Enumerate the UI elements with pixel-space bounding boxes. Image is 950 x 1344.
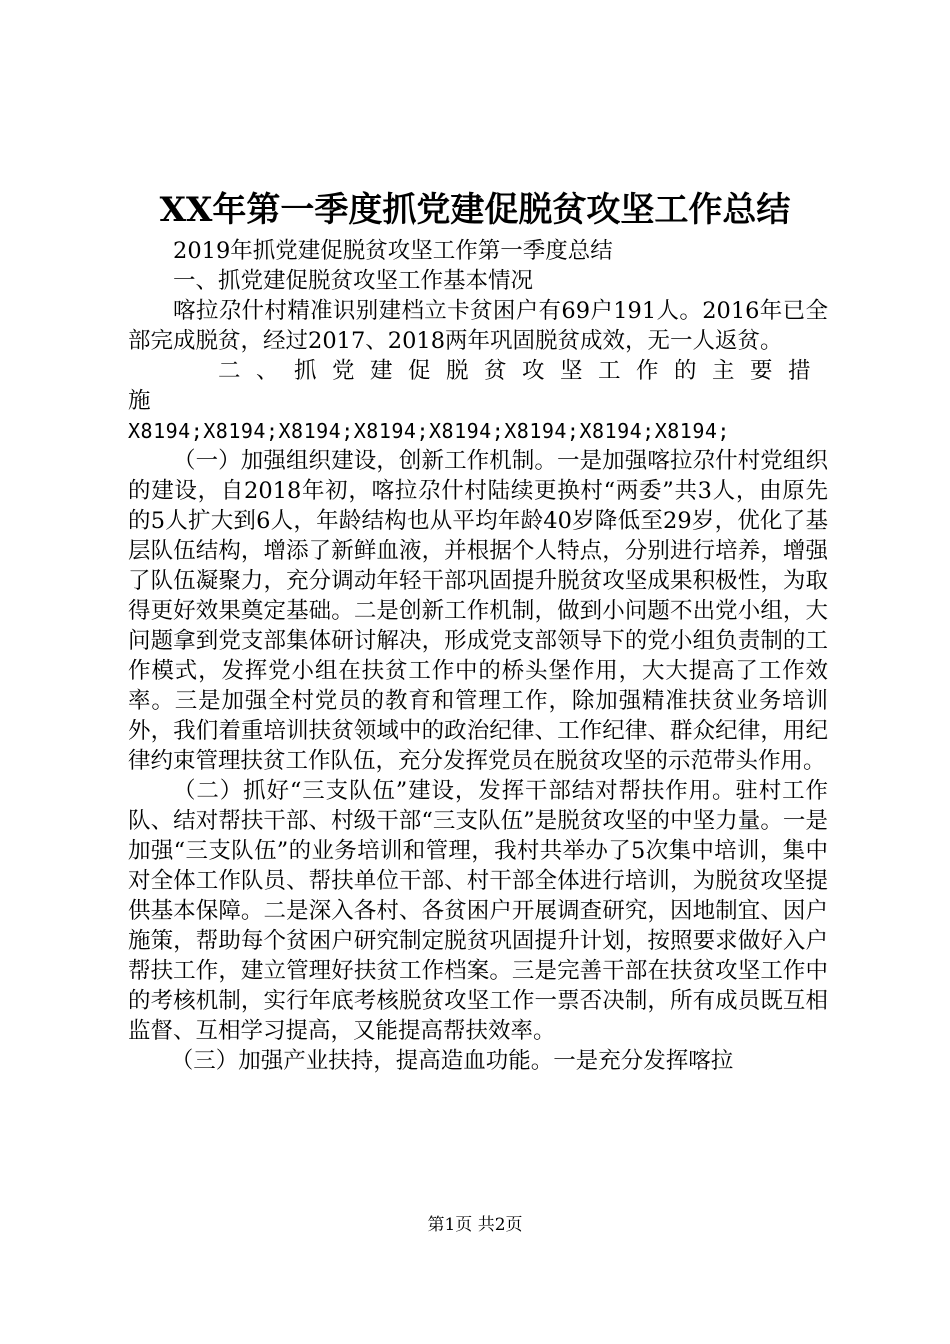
document-body bbox=[128, 236, 828, 1076]
paragraph-placeholder-codes: X8194;X8194;X8194;X8194;X8194;X8194;X8194;X8194; bbox=[128, 419, 730, 443]
paragraph-measure-1: （一）加强组织建设，创新工作机制。一是加强喀拉尕什村党组织的建设，自2018年初，喀拉尕什村陆续更换村“两委”共3人，由原先的5人扩大到6人，年龄结构也从平均年龄40岁降低至29岁，优化了基层队伍结构，增添了新鲜血液，并根据个人特点，分别进行培养，增强了队伍凝聚力，充分调动年轻干部巩固提升脱贫攻坚成果积极性，为取得更好效果奠定基础。二是创新工作机制，做到小问题不出党小组，大问题拿到党支部集体研讨解决，形成党支部领导下的党小组负责制的工作模式，发挥党小组在扶贫工作中的桥头堡作用，大大提高了工作效率。三是加强全村党员的教育和管理工作，除加强精准扶贫业务培训外，我们着重培训扶贫领域中的政治纪律、工作纪律、群众纪律，用纪律约束管理扶贫工作队伍，充分发挥党员在脱贫攻坚的示范带头作用。 bbox=[128, 448, 828, 774]
paragraph-subtitle: 2019年抓党建促脱贫攻坚工作第一季度总结 bbox=[173, 238, 613, 264]
page-footer: 第1页 共2页 bbox=[427, 1215, 523, 1235]
paragraph-basic-situation: 喀拉尕什村精准识别建档立卡贫困户有69户191人。2016年已全部完成脱贫，经过2017、2018两年巩固脱贫成效，无一人返贫。 bbox=[128, 298, 828, 354]
document-title: XX年第一季度抓党建促脱贫攻坚工作总结 bbox=[159, 190, 791, 230]
paragraph-measure-3: （三）加强产业扶持，提高造血功能。一是充分发挥喀拉 bbox=[170, 1048, 734, 1074]
paragraph-section-1-heading: 一、抓党建促脱贫攻坚工作基本情况 bbox=[173, 268, 534, 294]
paragraph-measure-2: （二）抓好“三支队伍”建设，发挥干部结对帮扶作用。驻村工作队、结对帮扶干部、村级干部“三支队伍”是脱贫攻坚的中坚力量。一是加强“三支队伍”的业务培训和管理，我村共举办了5次集中培训，集中对全体工作队员、帮扶单位干部、村干部全体进行培训，为脱贫攻坚提供基本保障。二是深入各村、各贫困户开展调查研究，因地制宜、因户施策，帮助每个贫困户研究制定脱贫巩固提升计划，按照要求做好入户帮扶工作，建立管理好扶贫工作档案。三是完善干部在扶贫攻坚工作中的考核机制，实行年底考核脱贫攻坚工作一票否决制，所有成员既互相监督、互相学习提高，又能提高帮扶效率。 bbox=[128, 778, 828, 1044]
paragraph-section-2-heading: 二、抓党建促脱贫攻坚工作的主要措施 bbox=[128, 358, 827, 414]
